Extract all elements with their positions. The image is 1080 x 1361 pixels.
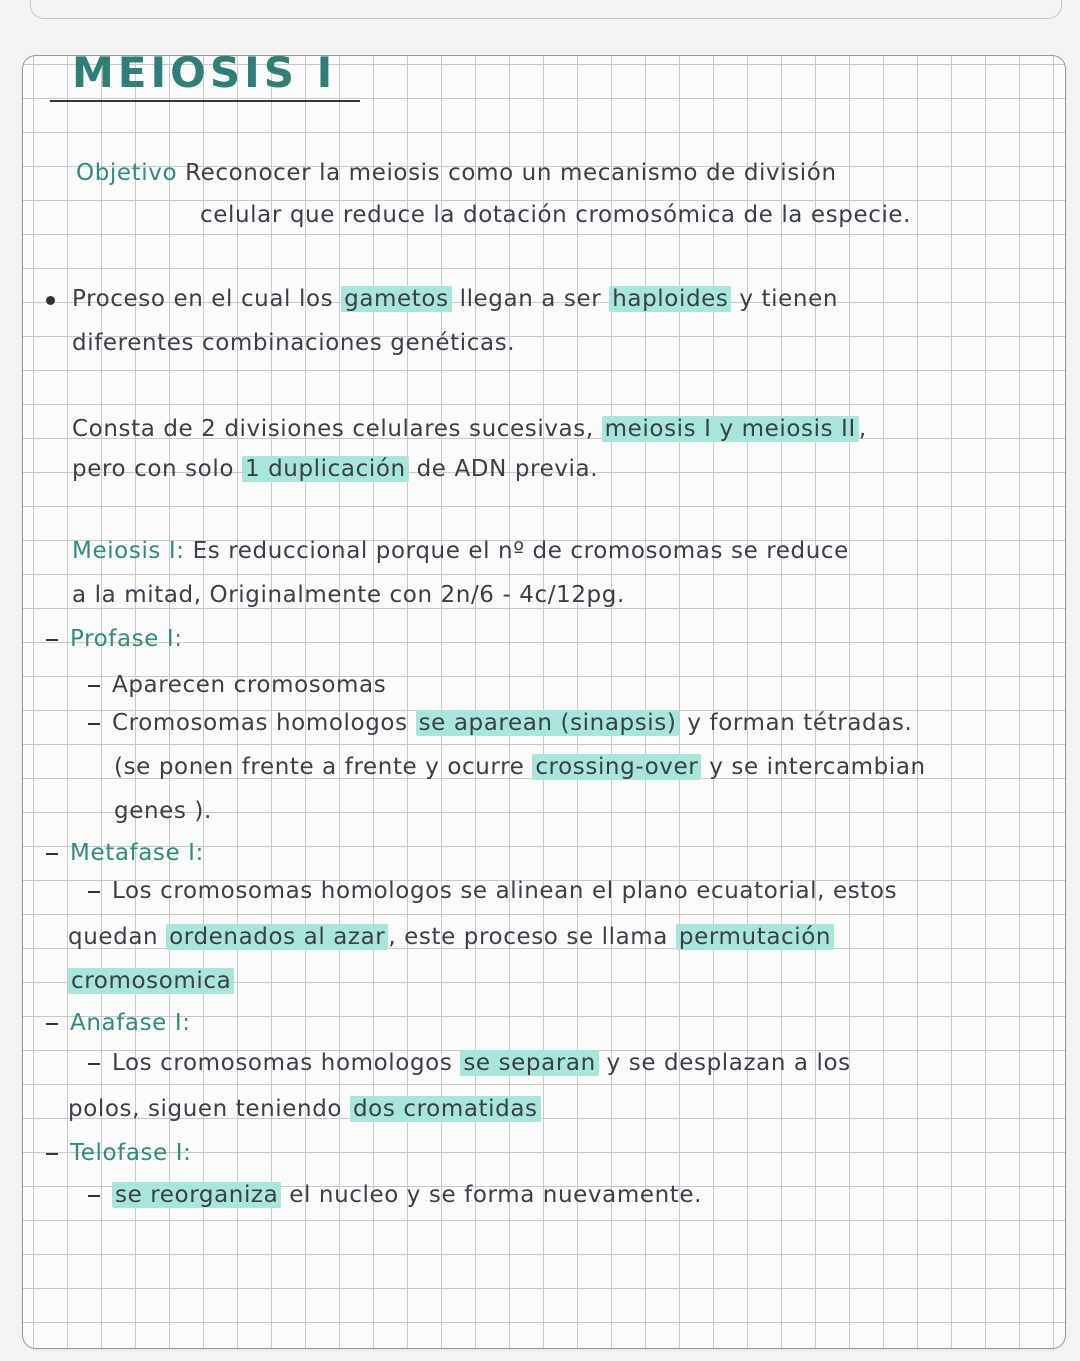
highlight-ordenados-al-azar: ordenados al azar (166, 924, 388, 950)
metafase-text-1: Los cromosomas homologos se alinean el plano ecuatorial, estos (112, 878, 898, 904)
bullet-text-b: llegan a ser (459, 286, 602, 312)
dash-icon (46, 1023, 58, 1025)
anafase-text-1a: Los cromosomas homologos (112, 1050, 453, 1076)
highlight-se-separan: se separan (460, 1050, 598, 1076)
highlight-permutacion: permutación (676, 924, 834, 950)
profase-item-3-text-a: (se ponen frente a frente y ocurre (114, 754, 525, 780)
meiosis1-line-1 (72, 538, 849, 564)
telofase-label: Telofase I: (70, 1140, 192, 1166)
profase-item-1 (88, 672, 386, 698)
metafase-line-1 (88, 878, 897, 904)
profase-item-2-text-a: Cromosomas homologos (112, 710, 408, 736)
meiosis1-line-2: a la mitad, Originalmente con 2n/6 - 4c/12pg. (72, 582, 625, 608)
dash-icon (88, 891, 100, 893)
highlight-gametos: gametos (341, 286, 452, 312)
profase-label: Profase I: (70, 626, 183, 652)
telofase-text-1: el nucleo y se forma nuevamente. (289, 1182, 703, 1208)
dash-icon (46, 853, 58, 855)
meiosis1-text-1: Es reduccional porque el nº de cromosomas se reduce (192, 538, 849, 564)
profase-item-4: genes ). (114, 798, 212, 824)
page-curl (30, 0, 1062, 19)
title-underline (50, 100, 360, 102)
metafase-line-3 (68, 968, 234, 994)
dash-icon (88, 685, 100, 687)
anafase-label: Anafase I: (70, 1010, 191, 1036)
objective-line-2: celular que reduce la dotación cromosómica de la especie. (200, 202, 912, 228)
profase-heading (46, 626, 183, 652)
dash-icon (88, 1063, 100, 1065)
meiosis1-label: Meiosis I: (72, 538, 185, 564)
dash-icon (46, 1153, 58, 1155)
consta-text-a: Consta de 2 divisiones celulares sucesivas, (72, 416, 594, 442)
anafase-line-1 (88, 1050, 851, 1076)
anafase-line-2 (68, 1096, 541, 1122)
highlight-sinapsis: se aparean (sinapsis) (416, 710, 680, 736)
anafase-text-2a: polos, siguen teniendo (68, 1096, 343, 1122)
dash-icon (88, 723, 100, 725)
page-title: MEIOSIS I (72, 48, 337, 97)
metafase-text-2a: quedan (68, 924, 159, 950)
consta-text-c: pero con solo (72, 456, 235, 482)
bullet-icon (46, 296, 55, 305)
metafase-text-2b: , este proceso se llama (388, 924, 668, 950)
consta-line-1 (72, 416, 867, 442)
dash-icon (88, 1195, 100, 1197)
bullet-text-c: y tienen (739, 286, 838, 312)
consta-line-2 (72, 456, 598, 482)
consta-text-d: de ADN previa. (416, 456, 599, 482)
bullet-text-a: Proceso en el cual los (72, 286, 334, 312)
profase-item-3-text-b: y se intercambian (709, 754, 926, 780)
metafase-line-2 (68, 924, 834, 950)
telofase-heading (46, 1140, 192, 1166)
anafase-heading (46, 1010, 191, 1036)
profase-item-2 (88, 710, 912, 736)
objective-label: Objetivo (76, 160, 178, 186)
metafase-label: Metafase I: (70, 840, 204, 866)
highlight-meiosis-divisions: meiosis I y meiosis II (602, 416, 859, 442)
bullet-line-1 (72, 286, 838, 312)
objective-text-1: Reconocer la meiosis como un mecanismo de división (185, 160, 837, 186)
highlight-cromosomica: cromosomica (68, 968, 234, 994)
highlight-duplicacion: 1 duplicación (242, 456, 409, 482)
telofase-line-1 (88, 1182, 702, 1208)
highlight-haploides: haploides (609, 286, 731, 312)
bullet-line-2: diferentes combinaciones genéticas. (72, 330, 516, 356)
metafase-heading (46, 840, 204, 866)
highlight-dos-cromatidas: dos cromatidas (350, 1096, 541, 1122)
objective-line-1 (76, 160, 837, 186)
highlight-se-reorganiza: se reorganiza (112, 1182, 281, 1208)
highlight-crossing-over: crossing-over (532, 754, 701, 780)
dash-icon (46, 639, 58, 641)
consta-text-b: , (858, 416, 867, 442)
anafase-text-1b: y se desplazan a los (606, 1050, 851, 1076)
profase-item-1-text: Aparecen cromosomas (112, 672, 387, 698)
profase-item-2-text-b: y forman tétradas. (687, 710, 913, 736)
profase-item-3 (114, 754, 926, 780)
